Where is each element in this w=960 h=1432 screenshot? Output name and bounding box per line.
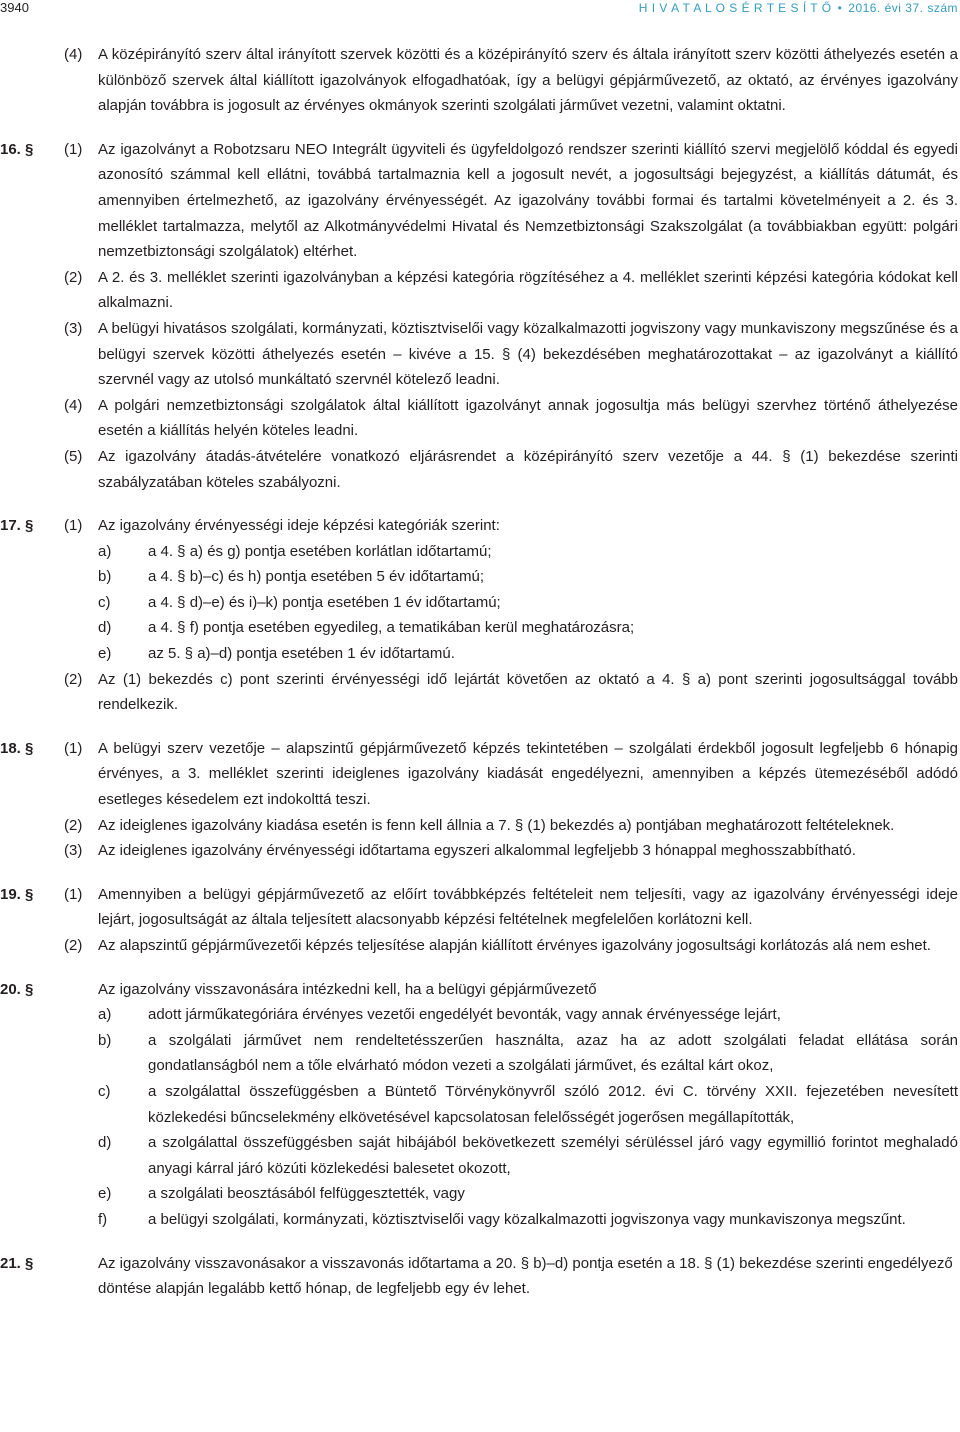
section-intro: Az igazolvány visszavonására intézkedni kell, ha a belügyi gépjárművezető bbox=[98, 980, 597, 998]
item-label: f) bbox=[98, 1210, 108, 1228]
paragraph-text: Amennyiben a belügyi gépjárművezető az előírt továbbképzés feltételeit nem teljesíti, vagy az igazolvány érvényességi ideje lejárt, jogosultságát az általa teljesített alacsonyabb képzési feltételnek megfelelően korlátozni kell. bbox=[98, 885, 958, 929]
list-item bbox=[98, 539, 958, 565]
item-label: b) bbox=[98, 1031, 112, 1049]
paragraph-text: Az igazolvány átadás-átvételére vonatkozó eljárásrendet a középirányító szerv vezetője a 44. § (1) bekezdése szerinti szabályzatában köteles szabályozni. bbox=[98, 447, 958, 491]
paragraph bbox=[64, 137, 958, 265]
paragraph-text: Az alapszintű gépjárművezetői képzés teljesítése alapján kiállított érvényes igazolvány jogosultsági korlátozás alá nem eshet. bbox=[98, 937, 931, 954]
paragraph-number: (2) bbox=[64, 937, 83, 954]
item-list bbox=[64, 539, 958, 667]
list-item bbox=[98, 1028, 958, 1079]
paragraph-text: Az (1) bekezdés c) pont szerinti érvényességi idő lejártát követően az oktató a 4. § a) pont szerinti jogosultsággal tovább rendelkezik. bbox=[98, 670, 958, 714]
paragraph-number: (2) bbox=[64, 670, 83, 688]
document-body bbox=[0, 42, 958, 1302]
item-label: e) bbox=[98, 1185, 112, 1203]
section-19 bbox=[0, 882, 958, 959]
paragraph-number: (5) bbox=[64, 447, 83, 465]
item-text: a szolgálati beosztásából felfüggesztették, vagy bbox=[148, 1185, 465, 1203]
section-number: 17. § bbox=[0, 517, 34, 535]
item-text: a szolgálattal összefüggésben a Büntető Törvénykönyvről szóló 2012. évi C. törvény XXII. fejezetében nevesített közlekedési bűncselekmény elkövetésével kapcsolatosan felelősségét jogerősen megállapították, bbox=[148, 1082, 958, 1126]
item-text: a belügyi szolgálati, kormányzati, köztisztviselői vagy közalkalmazotti jogviszonya vagy munkaviszonya megszűnt. bbox=[148, 1210, 906, 1228]
page-header bbox=[0, 0, 960, 20]
item-label: c) bbox=[98, 1082, 111, 1100]
paragraph bbox=[64, 667, 958, 718]
list-item bbox=[98, 1181, 958, 1207]
paragraph-number: (1) bbox=[64, 885, 83, 903]
paragraph-text: Az igazolványt a Robotzsaru NEO Integrált ügyviteli és ügyfeldolgozó rendszer szerinti kiállító szervi megjelölő kóddal és egyedi azonosító számmal kell ellátni, továbbá tartalmaznia kell a jogosult nevét, a jogosultsági bejegyzést, a kiállítás dátumát, és amennyiben értelmezhető, az igazolvány érvényességét. Az igazolvány további formai és tartalmi követelményeit a 2. és 3. melléklet tartalmazza, melytől az Alkotmányvédelmi Hivatal és Nemzetbiztonsági Szakszolgálat (a továbbiakban együtt: polgári nemzetbiztonsági szolgálatok) eltérhet. bbox=[98, 140, 958, 261]
item-text: a szolgálattal összefüggésben saját hibájából bekövetkezett személyi sérüléssel járó vagy egymillió forintot meghaladó anyagi kárral járó közúti közlekedési balesetet okozott, bbox=[148, 1134, 958, 1177]
paragraph-text: A polgári nemzetbiztonsági szolgálatok által kiállított igazolványt annak jogosultja más belügyi szervhez történő áthelyezése esetén a kiállítás helyén köteles leadni. bbox=[98, 396, 958, 440]
paragraph-number: (4) bbox=[64, 396, 83, 414]
list-item bbox=[98, 1002, 958, 1028]
section-number: 16. § bbox=[0, 140, 34, 158]
list-item bbox=[98, 615, 958, 641]
section-number: 19. § bbox=[0, 885, 34, 903]
paragraph-text: A belügyi szerv vezetője – alapszintű gépjárművezető képzés tekintetében – szolgálati érdekből jogosult legfeljebb 6 hónapig érvényes, a 3. melléklet szerinti ideiglenes igazolvány kiadását engedélyezni, amennyiben a képzés ütemezéséből adódó esetleges késedelem ezt indokolttá teszi. bbox=[98, 739, 958, 809]
paragraph-number: (4) bbox=[64, 46, 83, 63]
page-number: 3940 bbox=[0, 0, 29, 15]
item-text: a szolgálati járművet nem rendeltetésszerűen használta, azaz ha az adott szolgálati feladat ellátása során gondatlanságból nem a tőle elvárható módon vezeti a szolgálati járművet, és ezáltal kárt okoz, bbox=[148, 1031, 958, 1075]
list-item bbox=[98, 564, 958, 590]
list-item bbox=[98, 590, 958, 616]
item-label: d) bbox=[98, 619, 112, 637]
paragraph-text: Az ideiglenes igazolvány kiadása esetén is fenn kell állnia a 7. § (1) bekezdés a) pontjában meghatározott feltételeknek. bbox=[98, 816, 895, 834]
paragraph-number: (1) bbox=[64, 739, 83, 757]
paragraph-text: A belügyi hivatásos szolgálati, kormányzati, köztisztviselői vagy közalkalmazotti jogviszony vagy munkaviszony megszűnése és a belügyi szervek közötti áthelyezés esetén – kivéve a 15. § (4) bekezdésében meghatározottakat – az igazolványt a kiállító szervnél vagy az utolsó munkáltató szervnél kötelező leadni. bbox=[98, 319, 958, 389]
paragraph-number: (3) bbox=[64, 319, 83, 337]
section-text: Az igazolvány visszavonásakor a visszavonás időtartama a 20. § b)–d) pontja esetén a 18. § (1) bekezdése szerinti engedélyező döntése alapján legalább kettő hónap, de legfeljebb egy év lehet. bbox=[98, 1254, 953, 1298]
item-text: a 4. § a) és g) pontja esetében korlátlan időtartamú; bbox=[148, 542, 492, 560]
section-number: 18. § bbox=[0, 739, 34, 757]
header-bullet: • bbox=[837, 1, 843, 15]
item-label: c) bbox=[98, 593, 111, 611]
paragraph bbox=[64, 813, 958, 839]
list-item bbox=[98, 1130, 958, 1181]
item-label: a) bbox=[98, 542, 112, 560]
section-16 bbox=[0, 137, 958, 495]
section-number: 21. § bbox=[0, 1254, 34, 1272]
item-label: a) bbox=[98, 1006, 112, 1024]
paragraph-number: (2) bbox=[64, 268, 83, 286]
paragraph bbox=[64, 393, 958, 444]
continued-paragraph bbox=[0, 42, 958, 119]
item-label: d) bbox=[98, 1134, 112, 1152]
item-list bbox=[64, 1002, 958, 1232]
item-label: b) bbox=[98, 568, 112, 586]
list-item bbox=[98, 641, 958, 667]
section-17 bbox=[0, 513, 958, 718]
running-head bbox=[639, 0, 958, 16]
item-text: az 5. § a)–d) pontja esetében 1 év időtartamú. bbox=[148, 645, 455, 663]
item-text: adott járműkategóriára érvényes vezetői engedélyét bevonták, vagy annak érvényessége lejárt, bbox=[148, 1006, 781, 1024]
paragraph-text: A 2. és 3. melléklet szerinti igazolványban a képzési kategória rögzítéséhez a 4. melléklet szerinti képzési kategória kódokat kell alkalmazni. bbox=[98, 268, 958, 312]
paragraph bbox=[64, 316, 958, 393]
paragraph-text: A középirányító szerv által irányított szervek közötti és a középirányító szerv és általa irányított szerv közötti áthelyezés esetén a különböző szervek által kiállított igazolványok elfogadhatóak, így a belügyi gépjárművezető, az oktató, az érvényes igazolvány alapján továbbra is jogosult az érvényes okmányok szerinti szolgálati járművet vezetni, valamint oktatni. bbox=[98, 46, 958, 115]
paragraph-text: Az igazolvány érvényességi ideje képzési kategóriák szerint: bbox=[98, 517, 500, 535]
section-number: 20. § bbox=[0, 980, 34, 998]
list-item bbox=[98, 1079, 958, 1130]
section-20 bbox=[0, 977, 958, 1233]
paragraph-number: (3) bbox=[64, 842, 83, 860]
item-text: a 4. § f) pontja esetében egyedileg, a tematikában kerül meghatározásra; bbox=[148, 619, 635, 637]
journal-title: H I V A T A L O S É R T E S Í T Ő bbox=[638, 1, 832, 15]
paragraph-number: (1) bbox=[64, 140, 83, 158]
paragraph bbox=[64, 265, 958, 316]
item-text: a 4. § d)–e) és i)–k) pontja esetében 1 év időtartamú; bbox=[148, 593, 501, 611]
paragraph bbox=[64, 838, 958, 864]
paragraph-number: (1) bbox=[64, 517, 83, 535]
paragraph-text: Az ideiglenes igazolvány érvényességi időtartama egyszeri alkalommal legfeljebb 3 hónappal meghosszabbítható. bbox=[98, 842, 856, 860]
paragraph bbox=[64, 444, 958, 495]
paragraph bbox=[64, 933, 958, 959]
paragraph bbox=[64, 513, 958, 539]
section-18 bbox=[0, 736, 958, 864]
item-text: a 4. § b)–c) és h) pontja esetében 5 év időtartamú; bbox=[148, 568, 485, 586]
section-21 bbox=[0, 1251, 958, 1302]
paragraph-number: (2) bbox=[64, 816, 83, 834]
paragraph bbox=[64, 736, 958, 813]
list-item bbox=[98, 1207, 958, 1233]
item-label: e) bbox=[98, 645, 112, 663]
issue-number: 2016. évi 37. szám bbox=[848, 1, 958, 15]
paragraph bbox=[64, 882, 958, 933]
